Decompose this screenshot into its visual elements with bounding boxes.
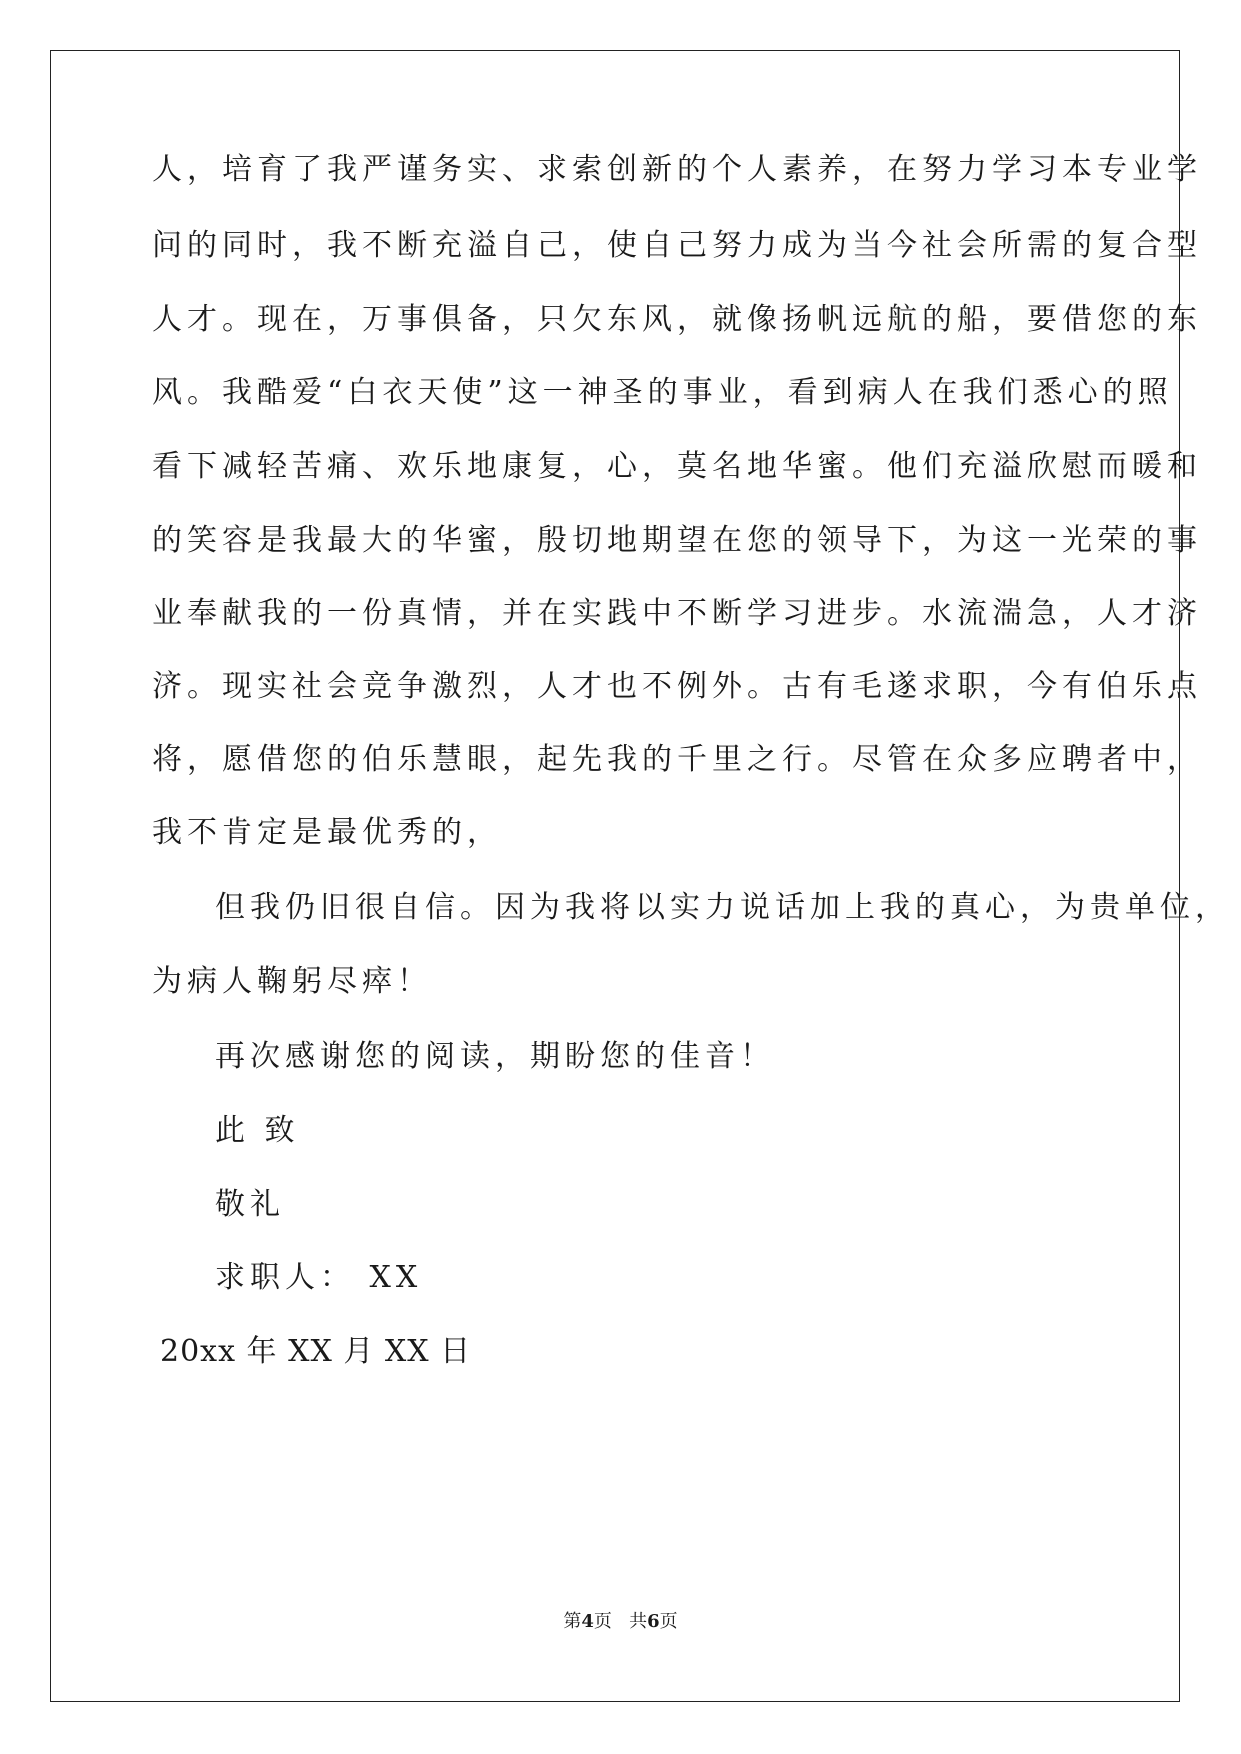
body-line: 人，培育了我严谨务实、求索创新的个人素养，在努力学习本专业学 <box>152 152 1202 187</box>
body-line: 风。我酷爱“白衣天使”这一神圣的事业，看到病人在我们悉心的照 <box>152 375 1173 410</box>
footer-mid: 页 共 <box>593 1611 648 1632</box>
body-line: 将，愿借您的伯乐慧眼，起先我的千里之行。尽管在众多应聘者中， <box>152 742 1202 777</box>
footer-suffix: 页 <box>659 1611 678 1632</box>
page-border <box>50 50 1180 1702</box>
body-line: 的笑容是我最大的华蜜，殷切地期望在您的领导下，为这一光荣的事 <box>152 523 1202 558</box>
closing-jingli: 敬礼 <box>215 1187 285 1222</box>
paragraph-2-line-2: 为病人鞠躬尽瘁！ <box>152 964 432 999</box>
paragraph-2-line-1: 但我仍旧很自信。因为我将以实力说话加上我的真心，为贵单位， <box>215 890 1230 925</box>
body-line: 济。现实社会竞争激烈，人才也不例外。古有毛遂求职，今有伯乐点 <box>152 669 1202 704</box>
body-line: 业奉献我的一份真情，并在实践中不断学习进步。水流湍急，人才济 <box>152 596 1202 631</box>
body-line: 问的同时，我不断充溢自己，使自己努力成为当今社会所需的复合型 <box>152 228 1202 263</box>
current-page-number: 4 <box>581 1611 594 1632</box>
thanks-line: 再次感谢您的阅读，期盼您的佳音！ <box>215 1039 775 1074</box>
closing-cizhi: 此 致 <box>215 1113 300 1148</box>
page-footer <box>0 1610 1241 1634</box>
body-line: 看下减轻苦痛、欢乐地康复，心，莫名地华蜜。他们充溢欣慰而暖和 <box>152 449 1202 484</box>
footer-prefix: 第 <box>563 1611 582 1632</box>
total-page-number: 6 <box>647 1611 660 1632</box>
body-line: 我不肯定是最优秀的， <box>152 815 502 850</box>
signature: 求职人： XX <box>215 1260 423 1295</box>
body-line: 人才。现在，万事俱备，只欠东风，就像扬帆远航的船，要借您的东 <box>152 302 1202 337</box>
date: 20xx 年 XX 月 XX 日 <box>160 1334 472 1369</box>
